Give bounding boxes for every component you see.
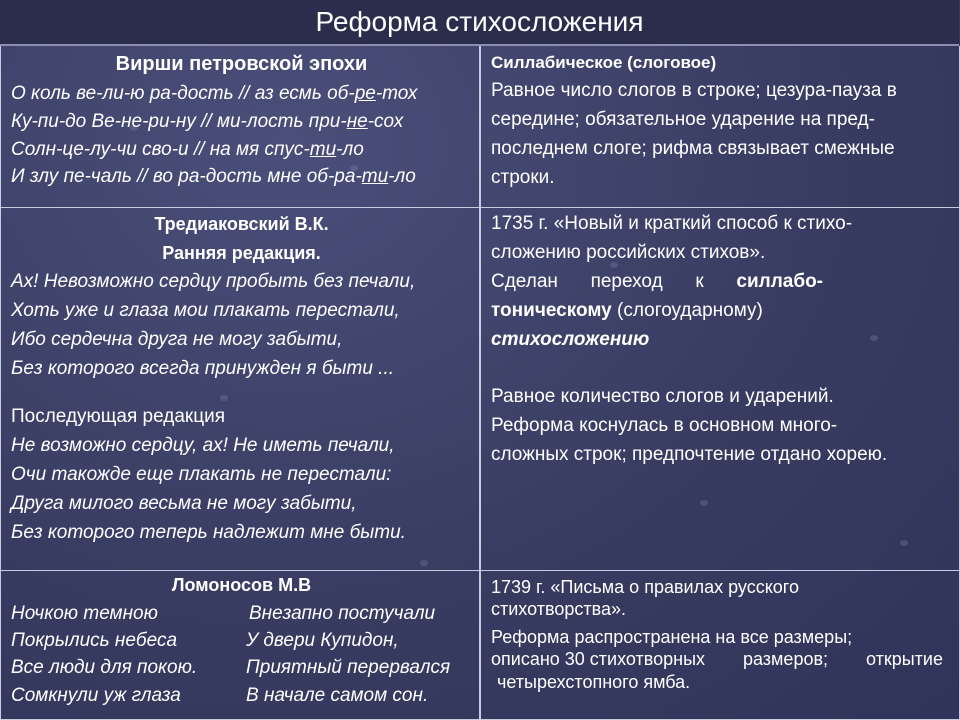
syllabic-text-line: середине; обязательное ударение на пред- xyxy=(491,109,875,130)
lomonosov-verse-a: Ночкою темною xyxy=(11,603,158,624)
early-verse-line: Ибо сердечна друга не могу забыти, xyxy=(11,329,343,350)
syllabic-text-line: Равное число слогов в строке; цезура-пауза в xyxy=(491,80,897,101)
syllabic-text-line: последнем слоге; рифма связывает смежные xyxy=(491,138,895,159)
syllabotonic-text-line: сложению российских стихов». xyxy=(491,242,766,263)
iambic-text-line: четырехстопного ямба. xyxy=(497,672,691,692)
cell-lomonosov xyxy=(0,571,481,720)
lomonosov-verse-a: Сомкнули уж глаза xyxy=(11,685,181,706)
iambic-text-line: 1739 г. «Письма о правилах русского xyxy=(491,577,799,597)
early-verse-line: Хоть уже и глаза мои плакать перестали, xyxy=(11,300,400,321)
later-verse-line: Друга милого весьма не могу забыти, xyxy=(11,493,357,514)
lomonosov-verse-b: Внезапно постучали xyxy=(249,603,436,624)
slide-title: Реформа стихосложения xyxy=(315,6,644,37)
lomonosov-verse-a: Все люди для покою. xyxy=(11,657,198,678)
petrine-heading: Вирши петровской эпохи xyxy=(115,53,368,75)
lomonosov-verse-b: У двери Купидон, xyxy=(246,630,399,651)
lomonosov-heading: Ломоносов М.В xyxy=(171,575,312,595)
syllabotonic-text-line: 1735 г. «Новый и краткий способ к стихо- xyxy=(491,213,853,234)
early-edition-heading: Ранняя редакция. xyxy=(162,243,321,263)
iambic-text-line: описано 30 стихотворных размеров; открытие xyxy=(491,649,943,669)
syllabic-text-line: строки. xyxy=(491,167,555,188)
trediakovsky-heading: Тредиаковский В.К. xyxy=(154,214,329,234)
early-verse-line: Без которого всегда принужден я быти ... xyxy=(11,358,394,379)
syllabotonic-term: стихосложению xyxy=(491,329,650,350)
cell-syllabotonic xyxy=(479,208,960,571)
later-verse-line: Очи такожде еще плакать не перестали: xyxy=(11,464,392,485)
cell-trediakovsky xyxy=(0,208,481,571)
iambic-text-line: стихотворства». xyxy=(491,599,626,619)
later-edition-heading: Последующая редакция xyxy=(11,406,226,427)
title-bar xyxy=(0,0,959,46)
syllabotonic-text-line: Равное количество слогов и ударений. xyxy=(491,386,834,407)
syllabotonic-text-line: Сделан переход к силлабо- xyxy=(491,271,823,292)
cell-syllabic xyxy=(479,46,960,208)
syllabotonic-text-line: сложных строк; предпочтение отдано хорею. xyxy=(491,444,888,465)
petrine-verse-line: О коль ве-ли-ю ра-дость // аз есмь об-ре-тох xyxy=(11,83,418,104)
syllabotonic-text-line: тоническому (слогоударному) xyxy=(491,300,763,321)
petrine-verse-line: И злу пе-чаль // во ра-дость мне об-ра-ти-ло xyxy=(11,166,416,187)
early-verse-line: Ах! Невозможно сердцу пробыть без печали, xyxy=(11,271,416,292)
iambic-text-line: Реформа распространена на все размеры; xyxy=(491,627,853,647)
cell-iambic xyxy=(479,571,960,720)
petrine-verse-line: Ку-пи-до Ве-не-ри-ну // ми-лость при-не-сох xyxy=(11,111,404,132)
lomonosov-verse-a: Покрылись небеса xyxy=(11,630,178,651)
syllabic-heading: Силлабическое (слоговое) xyxy=(491,53,717,72)
syllabotonic-text-line: Реформа коснулась в основном много- xyxy=(491,415,838,436)
petrine-verse-line: Солн-це-лу-чи сво-и // на мя спус-ти-ло xyxy=(11,139,364,160)
lomonosov-verse-b: В начале самом сон. xyxy=(246,685,429,706)
lomonosov-verse-b: Приятный перервался xyxy=(246,657,451,678)
cell-petrine-verses xyxy=(0,46,481,208)
later-verse-line: Не возможно сердцу, ах! Не иметь печали, xyxy=(11,435,395,456)
later-verse-line: Без которого теперь надлежит мне быти. xyxy=(11,522,406,543)
